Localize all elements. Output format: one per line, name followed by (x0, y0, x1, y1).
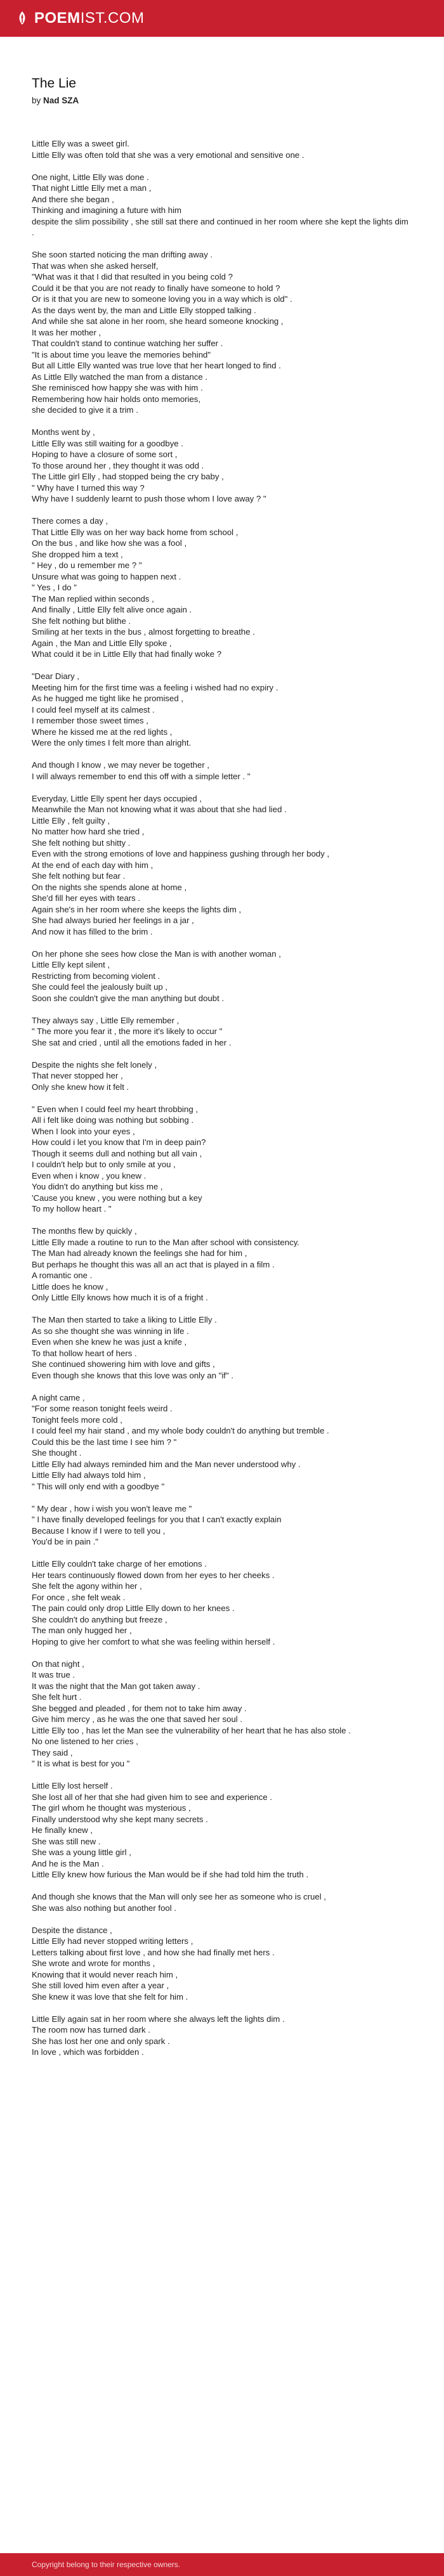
poem-line: I could feel myself at its calmest . (32, 704, 155, 715)
poem-line: As Little Elly watched the man from a distance . (32, 372, 208, 382)
stanza (32, 1226, 412, 1304)
poem-line: As the days went by, the man and Little Elly stopped talking . (32, 305, 256, 315)
poem-line: " Why have I turned this way ? (32, 482, 145, 493)
poem-line: Letters talking about first love , and how she had finally met hers . (32, 1947, 275, 1957)
poem-line: She dropped him a text , (32, 549, 123, 559)
poem-line: Little Elly had always reminded him and the Man never understood why . (32, 1459, 301, 1469)
poem-line: She soon started noticing the man drifting away . (32, 250, 213, 259)
poem-line: The girl whom he thought was mysterious , (32, 1803, 191, 1813)
poem-line: You'd be in pain ." (32, 1537, 98, 1546)
poem-line: Everyday, Little Elly spent her days occupied , (32, 793, 202, 803)
poem-line: To my hollow heart . " (32, 1204, 112, 1214)
poem-line: She felt nothing but shitty . (32, 838, 131, 848)
poem-line: I will always remember to end this off with a simple letter . " (32, 771, 251, 781)
poem-line: " It is what is best for you " (32, 1759, 130, 1768)
stanza (32, 1059, 412, 1093)
poem-line: she decided to give it a trim . (32, 405, 138, 415)
poem-line: What could it be in Little Elly that had finally woke ? (32, 649, 222, 659)
poem-line: Hoping to give her comfort to what she was feeling within herself . (32, 1636, 275, 1647)
poem-line: They said , (32, 1747, 73, 1757)
poem-line: Little Elly again sat in her room where she always left the lights dim . (32, 2014, 285, 2024)
poem-line: Little Elly was often told that she was a very emotional and sensitive one . (32, 150, 304, 160)
poem-line: She sat and cried , until all the emotions faded in her . (32, 1037, 232, 1047)
poem-line: Only she knew how it felt . (32, 1082, 129, 1092)
stanza (32, 249, 412, 416)
poem-line: No one listened to her cries , (32, 1737, 138, 1746)
poem-line: As so she thought she was winning in life . (32, 1326, 189, 1336)
poem-line: Little Elly lost herself . (32, 1781, 113, 1790)
poem-line: She still loved him even after a year , (32, 1981, 169, 1990)
poem-line: On the nights she spends alone at home , (32, 882, 187, 892)
poem-line: She was still new . (32, 1836, 101, 1846)
poem-line: Why have I suddenly learnt to push those whom I love away ? " (32, 494, 266, 503)
poem-line: That couldn't stand to continue watching her suffer . (32, 339, 223, 348)
poem-line: You didn't do anything but kiss me , (32, 1182, 163, 1191)
poem-line: But perhaps he thought this was all an act that is played in a film . (32, 1259, 275, 1269)
poem-line: Smiling at her texts in the bus , almost forgetting to breathe . (32, 627, 255, 637)
poem-line: When I look into your eyes , (32, 1126, 135, 1136)
poem-line: Again she's in her room where she keeps the lights dim , (32, 904, 242, 914)
poem-line: That night Little Elly met a man , (32, 183, 152, 193)
poem-line: Thinking and imagining a future with him (32, 205, 182, 215)
stanza (32, 1780, 412, 1880)
poem-line: Meanwhile the Man not knowing what it was about that she had lied . (32, 805, 287, 814)
poem-line: And now it has filled to the brim . (32, 926, 153, 936)
poem-line: Little Elly couldn't take charge of her emotions . (32, 1559, 207, 1569)
poem-line: Only Little Elly knows how much it is of a fright . (32, 1293, 208, 1302)
poem-line: It was her mother , (32, 327, 101, 337)
logo-bold: POEM (34, 10, 81, 27)
poem-line: Meeting him for the first time was a feeling i wished had no expiry . (32, 682, 278, 692)
poem-line: How could i let you know that I'm in deep pain? (32, 1137, 206, 1147)
poem-header (0, 37, 444, 105)
poem-line: I could feel my hair stand , and my whole body couldn't do anything but tremble . (32, 1426, 329, 1435)
poem-line: There comes a day , (32, 516, 108, 526)
poem-line: It was the night that the Man got taken away . (32, 1681, 200, 1691)
poem-line: Soon she couldn't give the man anything but doubt . (32, 993, 225, 1003)
poem-line: He finally knew , (32, 1825, 93, 1835)
poem-line: On that night , (32, 1659, 84, 1669)
stanza (32, 671, 412, 749)
poem-line: For once , she felt weak . (32, 1592, 126, 1602)
stanza (32, 1891, 412, 1913)
poem-line: That Little Elly was on her way back home from school , (32, 527, 238, 537)
poem-line: She wrote and wrote for months , (32, 1958, 155, 1968)
poem-line: "It is about time you leave the memories behind" (32, 349, 211, 359)
poem-line: Remembering how hair holds onto memories, (32, 394, 201, 404)
poem-line: Her tears continuously flowed down from her eyes to her cheeks . (32, 1570, 275, 1580)
quill-logo-icon[interactable] (14, 10, 30, 27)
poem-line: " Yes , I do " (32, 583, 77, 592)
poem-body (32, 138, 412, 2069)
stanza (32, 515, 412, 660)
poem-line: Though it seems dull and nothing but all vain , (32, 1148, 202, 1158)
stanza (32, 1392, 412, 1492)
poem-line: On her phone she sees how close the Man is with another woman , (32, 948, 281, 959)
poem-line: She felt nothing but fear . (32, 871, 126, 881)
poem-line: She continued showering him with love and gifts , (32, 1359, 215, 1369)
stanza (32, 948, 412, 1004)
poem-line: And finally , Little Elly felt alive once again . (32, 605, 192, 614)
poem-line: " I have finally developed feelings for you that I can't exactly explain (32, 1515, 282, 1524)
poem-line: " This will only end with a goodbye " (32, 1481, 165, 1491)
stanza (32, 1015, 412, 1049)
poem-line: Because I know if I were to tell you , (32, 1525, 166, 1536)
poem-line: To that hollow heart of hers . (32, 1348, 137, 1358)
stanza (32, 138, 412, 160)
poem-line: " The more you fear it , the more it's likely to occur " (32, 1026, 223, 1036)
poem-line: Little Elly had never stopped writing letters , (32, 1936, 193, 1946)
poem-line: It was true . (32, 1670, 75, 1680)
stanza (32, 1659, 412, 1770)
poem-line: Little Elly , felt guilty , (32, 815, 110, 825)
poem-line: " My dear , how i wish you won't leave me " (32, 1503, 192, 1513)
poem-line: Could this be the last time I see him ? " (32, 1437, 177, 1447)
poem-line: Even though she knows that this love was only an "if" . (32, 1370, 233, 1380)
poem-line: But all Little Elly wanted was true love that her heart longed to find . (32, 361, 281, 370)
poem-line: She has lost her one and only spark . (32, 2036, 170, 2046)
logo-light: IST.COM (80, 10, 145, 27)
poem-line: She knew it was love that she felt for him . (32, 1991, 188, 2002)
poem-line: As he hugged me tight like he promised , (32, 694, 183, 703)
poem-line: To those around her , they thought it was odd . (32, 460, 204, 470)
poem-line: She reminisced how happy she was with him . (32, 383, 203, 392)
poem-line: The Man replied within seconds , (32, 593, 154, 604)
poem-line: One night, Little Elly was done . (32, 172, 149, 182)
poem-line: On the bus , and like how she was a fool , (32, 538, 187, 548)
poem-line: Knowing that it would never reach him , (32, 1969, 178, 1979)
poem-line: I couldn't help but to only smile at you , (32, 1160, 176, 1169)
poem-line: Despite the distance , (32, 1925, 112, 1935)
poem-line: Little Elly was still waiting for a goodbye . (32, 438, 183, 448)
poem-line: " Even when I could feel my heart throbbing , (32, 1104, 198, 1114)
poem-line: 'Cause you knew , you were nothing but a key (32, 1193, 202, 1203)
stanza (32, 172, 412, 238)
footer (0, 2553, 444, 2576)
poem-line: "For some reason tonight feels weird . (32, 1404, 173, 1413)
poem-line: A romantic one . (32, 1271, 93, 1280)
poem-line: Little Elly too , has let the Man see the vulnerability of her heart that he has also stole . (32, 1725, 351, 1735)
poem-line: Where he kissed me at the red lights , (32, 727, 173, 737)
stanza (32, 1558, 412, 1647)
poem-line: The Little girl Elly , had stopped being the cry baby , (32, 472, 224, 481)
copyright-text: Copyright belong to their respective owners. (32, 2560, 181, 2569)
poem-line: Finally understood why she kept many secrets . (32, 1814, 208, 1824)
poem-line: The Man had already known the feelings she had for him , (32, 1248, 247, 1258)
poem-title: The Lie (32, 76, 77, 91)
poem-line: I remember those sweet times , (32, 716, 148, 725)
poem-line: Little Elly made a routine to run to the Man after school with consistency. (32, 1237, 299, 1247)
stanza (32, 1925, 412, 2003)
poem-line: And though she knows that the Man will only see her as someone who is cruel , (32, 1892, 327, 1901)
poem-line: And though I know , we may never be together , (32, 760, 210, 770)
poem-line: She was also nothing but another fool . (32, 1903, 177, 1913)
stanza (32, 2014, 412, 2058)
poem-line: In love , which was forbidden . (32, 2047, 144, 2057)
poem-line: And while she sat alone in her room, she heard someone knocking , (32, 316, 284, 326)
poem-line: Hoping to have a closure of some sort , (32, 450, 178, 459)
poem-line: She couldn't do anything but freeze , (32, 1614, 167, 1624)
poem-line: The man only hugged her , (32, 1626, 132, 1635)
poem-line: The pain could only drop Little Elly down to her knees . (32, 1603, 235, 1613)
poem-line: Were the only times I felt more than alright. (32, 738, 192, 748)
poem-line: And he is the Man . (32, 1858, 104, 1868)
poem-line: "Dear Diary , (32, 671, 80, 681)
poem-line: They always say , Little Elly remember , (32, 1015, 180, 1025)
stanza (32, 1503, 412, 1548)
poem-line: Restricting from becoming violent . (32, 971, 160, 981)
poem-line: Tonight feels more cold , (32, 1414, 122, 1425)
poem-line: And there she began , (32, 194, 114, 204)
stanza (32, 1314, 412, 1381)
poem-line: She was a young little girl , (32, 1848, 131, 1857)
poem-line: "What was it that I did that resulted in you being cold ? (32, 272, 233, 282)
poem-line: She had always buried her feelings in a jar , (32, 916, 194, 925)
stanza (32, 1104, 412, 1215)
poem-line: She thought . (32, 1448, 82, 1458)
poem-line: She'd fill her eyes with tears . (32, 893, 141, 903)
poem-line: Little Elly had always told him , (32, 1470, 146, 1480)
poem-line: She could feel the jealously built up , (32, 982, 168, 992)
poem-line: She lost all of her that she had given him to see and experience . (32, 1792, 273, 1802)
author-link[interactable]: Nad SZA (43, 96, 79, 105)
poem-line: No matter how hard she tried , (32, 827, 145, 836)
poem-line: That never stopped her , (32, 1071, 123, 1080)
poem-line: Little does he know , (32, 1281, 108, 1291)
poem-line: Unsure what was going to happen next . (32, 571, 181, 581)
poem-line: Little Elly was a sweet girl. (32, 139, 129, 148)
poem-line: A night came , (32, 1392, 85, 1402)
poem-line: Even when she knew he was just a knife , (32, 1337, 187, 1347)
byline (32, 96, 412, 105)
site-logo[interactable] (34, 10, 145, 27)
stanza (32, 793, 412, 938)
poem-line: Despite the nights she felt lonely , (32, 1059, 157, 1070)
poem-line: All i felt like doing was nothing but sobbing . (32, 1115, 194, 1125)
poem-line: She felt hurt . (32, 1692, 82, 1702)
poem-line: " Hey , do u remember me ? " (32, 560, 142, 570)
top-bar (0, 0, 444, 37)
poem-line: Little Elly kept silent , (32, 960, 110, 969)
byline-prefix: by (32, 96, 41, 105)
poem-line: Months went by , (32, 427, 95, 437)
poem-line: She begged and pleaded , for them not to take him away . (32, 1703, 247, 1713)
poem-line: Even when i know , you knew . (32, 1170, 147, 1181)
poem-line: Could it be that you are not ready to finally have someone to hold ? (32, 283, 280, 293)
poem-line: Or is it that you are new to someone loving you in a way which is old" . (32, 294, 292, 304)
poem-line: Again , the Man and Little Elly spoke , (32, 638, 172, 648)
poem-line: Little Elly knew how furious the Man would be if she had told him the truth . (32, 1870, 309, 1879)
poem-line: Even with the strong emotions of love and happiness gushing through her body , (32, 849, 330, 858)
poem-line: That was when she asked herself, (32, 261, 159, 271)
poem-line: She felt nothing but blithe . (32, 616, 131, 626)
poem-line: despite the slim possibility , she still sat there and continued in her room where she kept the lights dim . (32, 216, 408, 237)
poem-line: The room now has turned dark . (32, 2025, 150, 2035)
stanza (32, 427, 412, 505)
poem-line: At the end of each day with him , (32, 860, 153, 870)
poem-line: She felt the agony within her , (32, 1581, 142, 1591)
poem-line: The months flew by quickly , (32, 1226, 137, 1236)
stanza (32, 760, 412, 782)
poem-line: Give him mercy , as he was the one that saved her soul . (32, 1714, 243, 1724)
poem-line: The Man then started to take a liking to Little Elly . (32, 1315, 217, 1324)
